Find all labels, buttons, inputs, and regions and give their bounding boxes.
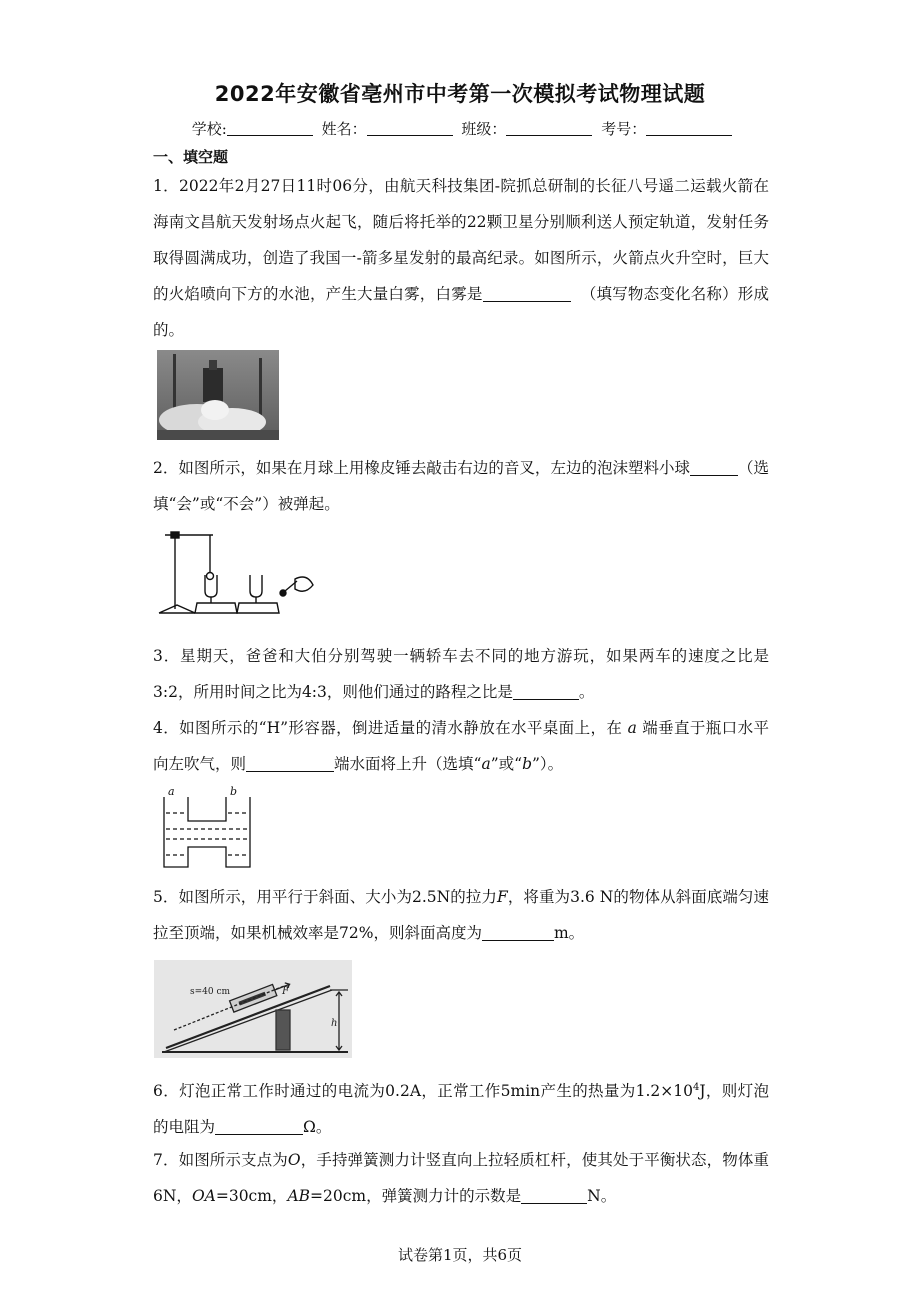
number-blank[interactable] — [646, 121, 732, 136]
h-container-figure — [156, 785, 266, 871]
q7-text-c: =30cm， — [215, 1187, 288, 1205]
q7-var-o: O — [287, 1151, 301, 1169]
q2-text-a: 2．如图所示，如果在月球上用橡皮锤去敲击右边的音叉，左边的泡沫塑料小球 — [153, 459, 690, 477]
q3-text-b: 。 — [578, 683, 595, 701]
fig-label-s: s=40 cm — [190, 987, 231, 997]
q4-answer-blank[interactable] — [246, 755, 334, 772]
number-label: 考号： — [601, 120, 647, 138]
q4-text-e: ”）。 — [532, 755, 564, 773]
school-label: 学校: — [191, 120, 227, 138]
q7-var-oa: OA — [191, 1187, 216, 1205]
q5-text-c: m。 — [553, 924, 585, 942]
q6-exponent: 4 — [692, 1082, 700, 1093]
q6-text-c: Ω。 — [303, 1118, 332, 1137]
q4-option-a: a — [481, 755, 491, 773]
q7-answer-blank[interactable] — [521, 1187, 587, 1204]
q4-var-a: a — [627, 719, 637, 737]
q4-text-c: 端水面将上升（选填“ — [334, 755, 482, 773]
q1-text-a: 1．2022年2月27日11时06分，由航天科技集团-院抓总研制的长征八号遥二运载火箭在海南文昌航天发射场点火起飞，随后将托举的22颗卫星分别顺利送人预定轨道，发射任务取得圆满成功，创造了我国一-箭多星发射的最高纪录。如图所示，火箭点火升空时，巨大的火焰喷向下方的水池，产生大量白雾，白雾是 — [153, 177, 769, 303]
question-2 — [153, 450, 769, 522]
q6-text-b: J，则灯泡的电阻为 — [153, 1082, 769, 1137]
q2-text-b: （选填“会”或“不会”）被弹起。 — [153, 459, 769, 513]
question-7 — [153, 1142, 769, 1214]
rocket-launch-photo — [157, 350, 279, 440]
q1-answer-blank[interactable] — [483, 285, 571, 302]
q2-answer-blank[interactable] — [690, 459, 738, 476]
q4-text-d: ”或“ — [490, 755, 523, 773]
q3-answer-blank[interactable] — [513, 683, 579, 700]
q4-text-a: 4．如图所示的“H”形容器，倒进适量的清水静放在水平桌面上，在 — [153, 719, 623, 737]
q5-answer-blank[interactable] — [482, 924, 554, 941]
section-heading: 一、填空题 — [153, 148, 229, 166]
q6-answer-blank[interactable] — [215, 1118, 303, 1135]
q5-var-f: F — [497, 888, 508, 906]
name-blank[interactable] — [367, 121, 453, 136]
student-info-line — [0, 118, 920, 139]
question-5 — [153, 879, 769, 951]
q3-text-a: 3．星期天，爸爸和大伯分别驾驶一辆轿车去不同的地方游玩，如果两车的速度之比是3:2，所用时间之比为4:3，则他们通过的路程之比是 — [153, 647, 769, 701]
q7-text-e: N。 — [587, 1187, 617, 1205]
inclined-plane-figure — [154, 960, 352, 1058]
question-1 — [153, 168, 769, 348]
question-3 — [153, 638, 769, 710]
school-blank[interactable] — [227, 121, 313, 136]
page-title: 2022年安徽省亳州市中考第一次模拟考试物理试题 — [214, 82, 706, 106]
q7-var-ab: AB — [287, 1187, 311, 1205]
name-label: 姓名： — [321, 120, 367, 138]
class-label: 班级： — [461, 120, 507, 138]
question-6 — [153, 1070, 769, 1145]
fig-label-f: F — [282, 986, 289, 997]
q4-text-b: 端垂直于瓶口水平向左吹气，则 — [153, 719, 769, 773]
q5-text-b: ，将重为3.6 N的物体从斜面底端匀速拉至顶端，如果机械效率是72%，则斜面高度为 — [153, 888, 769, 942]
page-footer: 试卷第1页，共6页 — [397, 1246, 523, 1264]
fig-label-b: b — [230, 785, 238, 798]
q7-text-b: ，手持弹簧测力计竖直向上拉轻质杠杆，使其处于平衡状态，物体重6N， — [153, 1151, 769, 1205]
tuning-fork-figure — [155, 525, 320, 625]
q7-text-d: =20cm，弹簧测力计的示数是 — [310, 1187, 522, 1205]
q1-text-b: （填写物态变化名称）形成的。 — [153, 285, 769, 339]
fig-label-h: h — [331, 1018, 338, 1029]
q7-text-a: 7．如图所示支点为 — [153, 1151, 288, 1169]
q6-text-a: 6．灯泡正常工作时通过的电流为0.2A，正常工作5min产生的热量为1.2×10 — [153, 1082, 693, 1101]
q4-option-b: b — [522, 755, 532, 773]
q5-text-a: 5．如图所示，用平行于斜面、大小为2.5N的拉力 — [153, 888, 497, 906]
fig-label-a: a — [168, 785, 175, 798]
question-4 — [153, 710, 769, 782]
class-blank[interactable] — [506, 121, 592, 136]
